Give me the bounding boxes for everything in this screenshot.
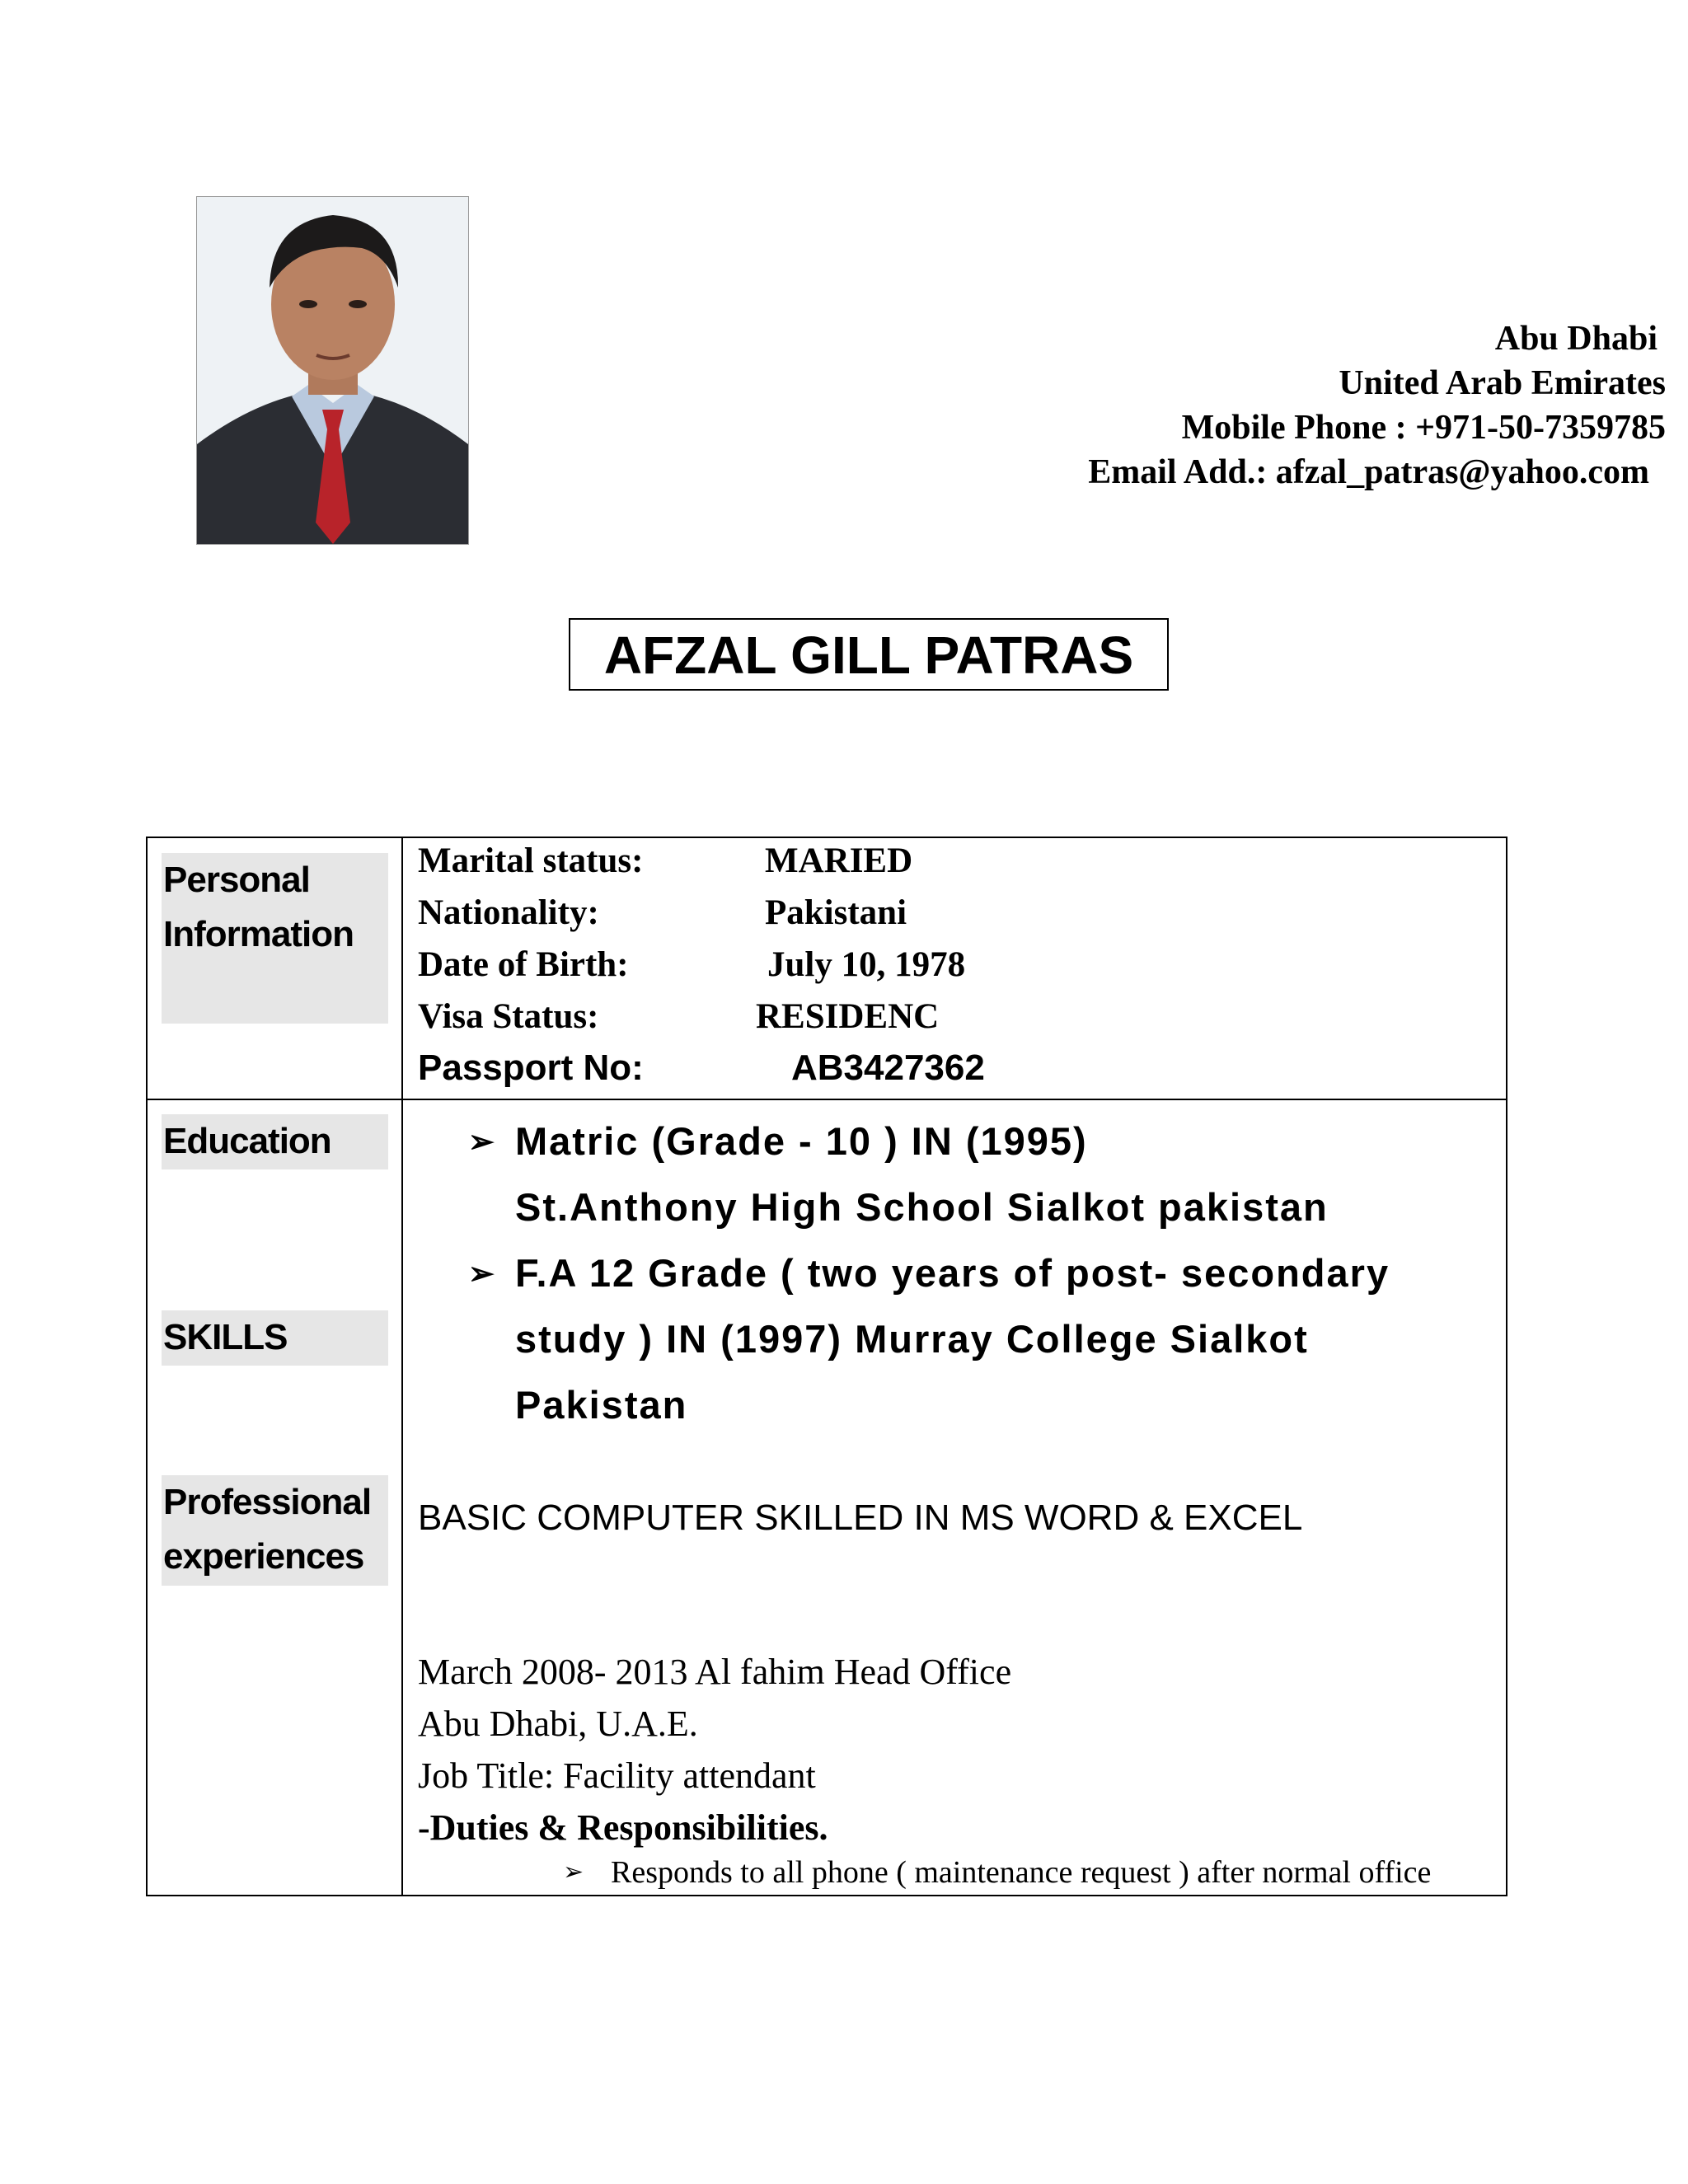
bullet-arrow-icon: ➢	[563, 1858, 584, 1886]
skills-text: BASIC COMPUTER SKILLED IN MS WORD & EXCEL	[418, 1497, 1303, 1538]
personal-info-label: Visa Status:	[418, 997, 599, 1036]
section-label-professional: Professional experiences	[162, 1475, 388, 1586]
education-item	[468, 1240, 1390, 1307]
personal-info-row	[418, 940, 966, 990]
section-label-skills: SKILLS	[162, 1310, 388, 1366]
section-label-personal: Personal Information	[162, 853, 388, 1024]
experience-duty-item	[563, 1852, 1431, 1893]
experience-duties-heading: -Duties & Responsibilities.	[418, 1807, 828, 1848]
contact-city: Abu Dhabi	[1494, 320, 1658, 358]
personal-info-label: Passport No:	[418, 1047, 644, 1088]
contact-mobile: Mobile Phone : +971-50-7359785	[1181, 409, 1666, 447]
education-item	[468, 1108, 1088, 1175]
education-line: study ) IN (1997) Murray College Sialkot	[515, 1317, 1309, 1361]
contact-block	[1088, 316, 1666, 494]
personal-info-row	[418, 837, 913, 886]
experience-period: March 2008- 2013 Al fahim Head Office	[418, 1652, 1012, 1692]
education-line: Matric (Grade - 10 ) IN (1995)	[515, 1119, 1088, 1163]
personal-info-label: Date of Birth:	[418, 945, 629, 984]
candidate-name: AFZAL GILL PATRAS	[569, 618, 1169, 691]
personal-info-value: MARIED	[765, 841, 913, 880]
education-line: F.A 12 Grade ( two years of post- secondary	[515, 1251, 1390, 1295]
experience-duty-text: Responds to all phone ( maintenance request ) after normal office	[611, 1855, 1432, 1890]
personal-info-value: AB3427362	[791, 1047, 985, 1088]
personal-info-label: Nationality:	[418, 893, 599, 932]
section-label-education: Education	[162, 1114, 388, 1169]
contact-country: United Arab Emirates	[1339, 364, 1666, 402]
personal-info-value: RESIDENC	[756, 997, 940, 1036]
education-line: Pakistan	[515, 1383, 688, 1427]
personal-info-row	[418, 888, 907, 938]
table-row-divider	[146, 1099, 1507, 1100]
personal-info-row	[418, 1043, 985, 1093]
personal-info-value: Pakistani	[765, 893, 907, 932]
profile-photo	[196, 196, 469, 545]
bullet-arrow-icon: ➢	[468, 1257, 496, 1291]
personal-info-row	[418, 992, 940, 1042]
contact-email: Email Add.: afzal_patras@yahoo.com	[1088, 453, 1649, 491]
experience-location: Abu Dhabi, U.A.E.	[418, 1704, 698, 1744]
table-column-divider	[401, 837, 403, 1896]
personal-info-label: Marital status:	[418, 841, 644, 880]
personal-info-value: July 10, 1978	[767, 945, 966, 984]
education-line: St.Anthony High School Sialkot pakistan	[515, 1185, 1329, 1229]
bullet-arrow-icon: ➢	[468, 1125, 496, 1160]
experience-job-title: Job Title: Facility attendant	[418, 1755, 816, 1796]
